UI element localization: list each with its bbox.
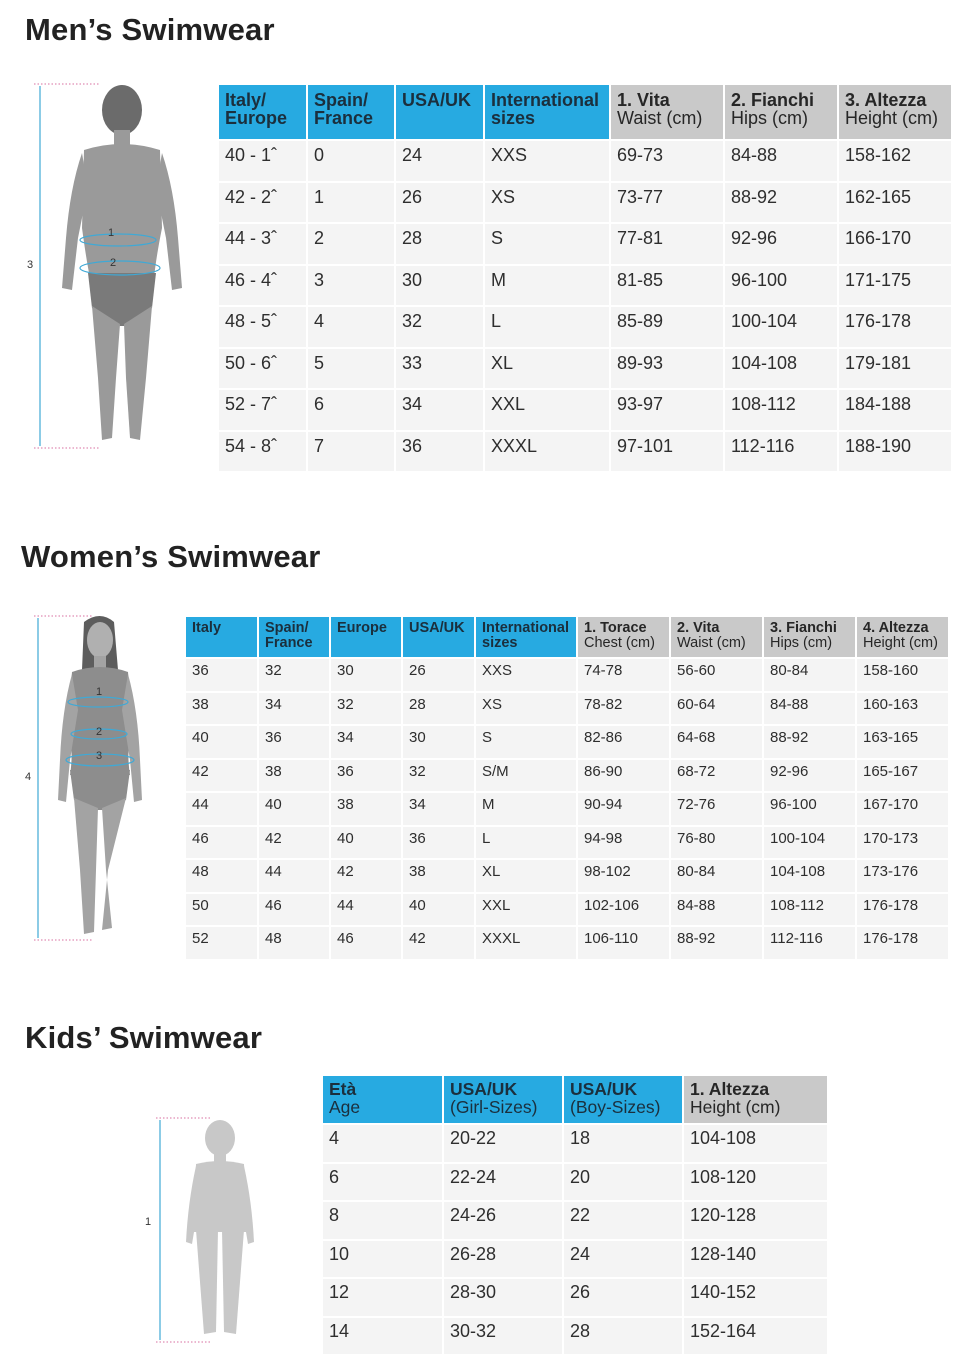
men-column-header: [395, 85, 484, 140]
header-line-1: 1. Altezza: [690, 1081, 821, 1099]
table-cell: 108-112: [724, 389, 838, 431]
table-cell: L: [484, 306, 610, 348]
table-cell: 64-68: [670, 725, 763, 759]
header-line-1: Spain/: [265, 621, 323, 636]
table-cell: XXL: [484, 389, 610, 431]
table-cell: 106-110: [577, 926, 670, 959]
table-cell: 20: [563, 1163, 683, 1202]
table-row: [323, 1278, 828, 1317]
table-cell: 1: [307, 182, 395, 224]
header-line-1: 3. Altezza: [845, 91, 945, 109]
table-cell: 82-86: [577, 725, 670, 759]
table-cell: 33: [395, 348, 484, 390]
men-header-row: [219, 85, 952, 140]
table-cell: 42: [186, 759, 258, 793]
kids-size-table: [323, 1076, 829, 1354]
table-cell: XXS: [475, 658, 577, 692]
header-line-1: 4. Altezza: [863, 621, 942, 636]
table-cell: 92-96: [763, 759, 856, 793]
table-cell: 171-175: [838, 265, 952, 307]
women-hips-marker: 3: [96, 750, 102, 762]
women-model-figure: [22, 610, 172, 945]
table-cell: 46 - 4ˆ: [219, 265, 307, 307]
table-cell: 34: [330, 725, 402, 759]
table-cell: 38: [186, 692, 258, 726]
table-cell: 100-104: [724, 306, 838, 348]
header-line-1: USA/UK: [570, 1081, 676, 1099]
header-line-2: Hips (cm): [731, 109, 831, 127]
men-column-header: [219, 85, 307, 140]
women-header-row: [186, 617, 949, 658]
table-cell: 32: [258, 658, 330, 692]
header-line-1: 3. Fianchi: [770, 621, 849, 636]
table-cell: 30: [395, 265, 484, 307]
men-column-header: [484, 85, 610, 140]
table-row: [219, 223, 952, 265]
women-table-body: [186, 658, 949, 959]
kids-table-body: [323, 1124, 828, 1354]
table-cell: 38: [402, 859, 475, 893]
table-row: [219, 348, 952, 390]
header-line-1: Italy/: [225, 91, 300, 109]
header-line-1: International: [491, 91, 603, 109]
table-cell: 36: [258, 725, 330, 759]
table-row: [186, 658, 949, 692]
header-line-2: Height (cm): [690, 1099, 821, 1117]
women-column-header: [763, 617, 856, 658]
table-cell: 104-108: [724, 348, 838, 390]
header-line-1: Spain/: [314, 91, 388, 109]
table-cell: XXL: [475, 893, 577, 927]
header-line-1: 2. Vita: [677, 621, 756, 636]
header-line-2: Height (cm): [845, 109, 945, 127]
table-cell: 46: [186, 826, 258, 860]
table-cell: 80-84: [670, 859, 763, 893]
table-row: [219, 182, 952, 224]
table-cell: 52 - 7ˆ: [219, 389, 307, 431]
table-cell: 7: [307, 431, 395, 472]
table-cell: 0: [307, 140, 395, 182]
table-cell: 48 - 5ˆ: [219, 306, 307, 348]
header-line-1: International: [482, 621, 570, 636]
table-cell: 8: [323, 1201, 443, 1240]
kids-column-header: [563, 1076, 683, 1124]
header-line-2: Europe: [225, 109, 300, 127]
table-cell: 26: [395, 182, 484, 224]
table-cell: 32: [330, 692, 402, 726]
table-cell: XS: [484, 182, 610, 224]
kids-height-marker: 1: [145, 1216, 151, 1228]
table-cell: 4: [307, 306, 395, 348]
header-line-1: 1. Vita: [617, 91, 717, 109]
women-column-header: [475, 617, 577, 658]
women-column-header: [186, 617, 258, 658]
table-cell: 108-112: [763, 893, 856, 927]
table-cell: 128-140: [683, 1240, 828, 1279]
table-cell: 102-106: [577, 893, 670, 927]
header-line-2: Waist (cm): [677, 636, 756, 651]
table-cell: 120-128: [683, 1201, 828, 1240]
table-cell: 44 - 3ˆ: [219, 223, 307, 265]
table-cell: 98-102: [577, 859, 670, 893]
women-column-header: [577, 617, 670, 658]
kids-column-header: [443, 1076, 563, 1124]
table-cell: 88-92: [670, 926, 763, 959]
table-cell: 158-162: [838, 140, 952, 182]
table-cell: 4: [323, 1124, 443, 1163]
table-cell: 44: [258, 859, 330, 893]
men-column-header: [610, 85, 724, 140]
table-cell: 24: [563, 1240, 683, 1279]
table-cell: 50: [186, 893, 258, 927]
table-row: [186, 692, 949, 726]
table-cell: 32: [402, 759, 475, 793]
men-waist-marker: 1: [108, 227, 114, 239]
header-line-2: (Boy-Sizes): [570, 1099, 676, 1117]
men-section-title: Men’s Swimwear: [25, 12, 275, 48]
table-cell: 30-32: [443, 1317, 563, 1354]
table-cell: 84-88: [724, 140, 838, 182]
table-cell: 163-165: [856, 725, 949, 759]
table-row: [323, 1201, 828, 1240]
table-cell: 188-190: [838, 431, 952, 472]
men-table-body: [219, 140, 952, 471]
table-cell: XS: [475, 692, 577, 726]
header-line-2: Waist (cm): [617, 109, 717, 127]
table-cell: 140-152: [683, 1278, 828, 1317]
table-cell: 162-165: [838, 182, 952, 224]
table-cell: 38: [330, 792, 402, 826]
table-row: [186, 826, 949, 860]
table-cell: XL: [475, 859, 577, 893]
women-chest-marker: 1: [96, 686, 102, 698]
table-cell: 36: [186, 658, 258, 692]
table-cell: 81-85: [610, 265, 724, 307]
women-column-header: [856, 617, 949, 658]
table-cell: 34: [402, 792, 475, 826]
table-cell: 173-176: [856, 859, 949, 893]
table-cell: 36: [330, 759, 402, 793]
table-cell: M: [475, 792, 577, 826]
table-cell: 5: [307, 348, 395, 390]
table-row: [186, 926, 949, 959]
table-cell: 184-188: [838, 389, 952, 431]
table-cell: XL: [484, 348, 610, 390]
table-cell: 44: [330, 893, 402, 927]
table-row: [186, 893, 949, 927]
header-line-2: Hips (cm): [770, 636, 849, 651]
table-cell: 34: [395, 389, 484, 431]
table-cell: 14: [323, 1317, 443, 1354]
men-hips-marker: 2: [110, 257, 116, 269]
women-size-table: [186, 617, 950, 959]
table-row: [323, 1240, 828, 1279]
table-cell: 78-82: [577, 692, 670, 726]
table-cell: 36: [402, 826, 475, 860]
table-cell: 165-167: [856, 759, 949, 793]
table-cell: 48: [258, 926, 330, 959]
table-cell: 30: [402, 725, 475, 759]
table-cell: 166-170: [838, 223, 952, 265]
men-column-header: [307, 85, 395, 140]
table-row: [323, 1163, 828, 1202]
table-cell: 2: [307, 223, 395, 265]
table-cell: 97-101: [610, 431, 724, 472]
header-line-1: Età: [329, 1081, 436, 1099]
table-cell: 3: [307, 265, 395, 307]
table-cell: 28: [402, 692, 475, 726]
table-cell: 100-104: [763, 826, 856, 860]
table-cell: 104-108: [683, 1124, 828, 1163]
table-cell: 72-76: [670, 792, 763, 826]
table-cell: 24: [395, 140, 484, 182]
table-cell: 42 - 2ˆ: [219, 182, 307, 224]
table-cell: 32: [395, 306, 484, 348]
table-cell: 92-96: [724, 223, 838, 265]
table-cell: 88-92: [763, 725, 856, 759]
men-size-table: [219, 85, 953, 471]
table-cell: S/M: [475, 759, 577, 793]
table-cell: 24-26: [443, 1201, 563, 1240]
table-cell: 18: [563, 1124, 683, 1163]
header-line-2: France: [314, 109, 388, 127]
table-cell: 85-89: [610, 306, 724, 348]
table-row: [219, 140, 952, 182]
table-cell: 112-116: [763, 926, 856, 959]
women-section-title: Women’s Swimwear: [21, 539, 321, 575]
table-cell: 38: [258, 759, 330, 793]
table-cell: 76-80: [670, 826, 763, 860]
header-line-1: USA/UK: [450, 1081, 556, 1099]
table-row: [186, 759, 949, 793]
table-cell: 40 - 1ˆ: [219, 140, 307, 182]
table-cell: 84-88: [763, 692, 856, 726]
table-cell: 54 - 8ˆ: [219, 431, 307, 472]
men-height-marker: 3: [27, 259, 33, 271]
header-line-2: France: [265, 636, 323, 651]
table-row: [219, 306, 952, 348]
table-cell: 42: [402, 926, 475, 959]
table-cell: 73-77: [610, 182, 724, 224]
table-cell: 96-100: [724, 265, 838, 307]
table-cell: 6: [307, 389, 395, 431]
table-cell: 77-81: [610, 223, 724, 265]
table-row: [323, 1317, 828, 1354]
table-cell: 40: [330, 826, 402, 860]
table-cell: L: [475, 826, 577, 860]
women-column-header: [402, 617, 475, 658]
table-cell: 160-163: [856, 692, 949, 726]
table-cell: 96-100: [763, 792, 856, 826]
table-cell: 36: [395, 431, 484, 472]
header-line-1: 2. Fianchi: [731, 91, 831, 109]
table-cell: 26: [563, 1278, 683, 1317]
header-line-1: Italy: [192, 621, 251, 636]
table-row: [186, 792, 949, 826]
table-cell: 170-173: [856, 826, 949, 860]
table-cell: 88-92: [724, 182, 838, 224]
table-row: [186, 859, 949, 893]
table-cell: 42: [330, 859, 402, 893]
table-cell: 152-164: [683, 1317, 828, 1354]
table-cell: 34: [258, 692, 330, 726]
table-cell: 6: [323, 1163, 443, 1202]
table-cell: 30: [330, 658, 402, 692]
table-cell: 176-178: [838, 306, 952, 348]
header-line-1: 1. Torace: [584, 621, 663, 636]
table-cell: 176-178: [856, 926, 949, 959]
table-cell: 28-30: [443, 1278, 563, 1317]
header-line-1: Europe: [337, 621, 395, 636]
table-cell: 68-72: [670, 759, 763, 793]
table-cell: M: [484, 265, 610, 307]
table-cell: S: [484, 223, 610, 265]
kids-column-header: [323, 1076, 443, 1124]
kids-child-figure: [140, 1112, 270, 1347]
table-cell: S: [475, 725, 577, 759]
header-line-2: Chest (cm): [584, 636, 663, 651]
women-height-marker: 4: [25, 771, 31, 783]
table-cell: 69-73: [610, 140, 724, 182]
table-row: [186, 725, 949, 759]
table-row: [219, 431, 952, 472]
table-cell: 90-94: [577, 792, 670, 826]
table-cell: 86-90: [577, 759, 670, 793]
table-cell: 40: [186, 725, 258, 759]
men-model-figure: [22, 78, 202, 458]
table-cell: XXXL: [475, 926, 577, 959]
kids-section-title: Kids’ Swimwear: [25, 1020, 262, 1056]
table-cell: 80-84: [763, 658, 856, 692]
header-line-2: Height (cm): [863, 636, 942, 651]
table-cell: 158-160: [856, 658, 949, 692]
women-column-header: [330, 617, 402, 658]
table-cell: 94-98: [577, 826, 670, 860]
header-line-1: USA/UK: [402, 91, 477, 109]
header-line-2: sizes: [482, 636, 570, 651]
women-waist-marker: 2: [96, 726, 102, 738]
header-line-2: sizes: [491, 109, 603, 127]
men-column-header: [724, 85, 838, 140]
table-cell: 93-97: [610, 389, 724, 431]
table-row: [323, 1124, 828, 1163]
table-cell: 104-108: [763, 859, 856, 893]
table-cell: 20-22: [443, 1124, 563, 1163]
table-cell: 50 - 6ˆ: [219, 348, 307, 390]
table-cell: 28: [395, 223, 484, 265]
table-cell: 28: [563, 1317, 683, 1354]
kids-header-row: [323, 1076, 828, 1124]
table-cell: 46: [330, 926, 402, 959]
table-cell: 52: [186, 926, 258, 959]
header-line-2: Age: [329, 1099, 436, 1117]
table-cell: 12: [323, 1278, 443, 1317]
table-cell: XXXL: [484, 431, 610, 472]
table-cell: 22-24: [443, 1163, 563, 1202]
table-cell: 10: [323, 1240, 443, 1279]
table-cell: 108-120: [683, 1163, 828, 1202]
table-row: [219, 389, 952, 431]
table-cell: 44: [186, 792, 258, 826]
table-cell: 60-64: [670, 692, 763, 726]
table-cell: 40: [258, 792, 330, 826]
table-cell: 22: [563, 1201, 683, 1240]
table-cell: 74-78: [577, 658, 670, 692]
table-cell: 176-178: [856, 893, 949, 927]
table-cell: 48: [186, 859, 258, 893]
table-cell: 26: [402, 658, 475, 692]
table-cell: 112-116: [724, 431, 838, 472]
table-cell: 40: [402, 893, 475, 927]
women-column-header: [258, 617, 330, 658]
men-column-header: [838, 85, 952, 140]
table-cell: 89-93: [610, 348, 724, 390]
table-row: [219, 265, 952, 307]
kids-column-header: [683, 1076, 828, 1124]
women-column-header: [670, 617, 763, 658]
table-cell: 42: [258, 826, 330, 860]
table-cell: 56-60: [670, 658, 763, 692]
table-cell: 84-88: [670, 893, 763, 927]
table-cell: 26-28: [443, 1240, 563, 1279]
table-cell: XXS: [484, 140, 610, 182]
table-cell: 46: [258, 893, 330, 927]
table-cell: 179-181: [838, 348, 952, 390]
header-line-1: USA/UK: [409, 621, 468, 636]
table-cell: 167-170: [856, 792, 949, 826]
header-line-2: (Girl-Sizes): [450, 1099, 556, 1117]
